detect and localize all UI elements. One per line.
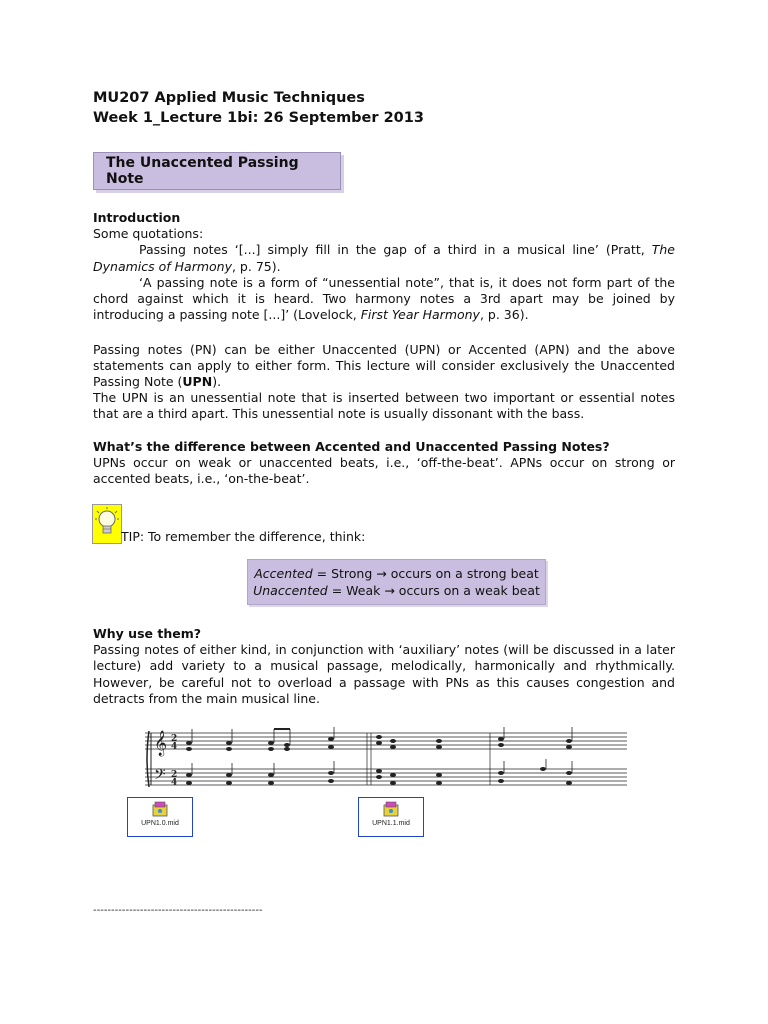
time-sig-bottom-bass: 4 <box>171 778 178 788</box>
tip-box <box>247 559 546 605</box>
midi-filename: UPN1.1.mid <box>372 820 410 827</box>
time-sig-top: 2 <box>171 734 178 744</box>
course-title: MU207 Applied Music Techniques <box>93 90 365 106</box>
tip-text: TIP: To remember the difference, think: <box>121 529 366 544</box>
midi-filename: UPN1.0.mid <box>141 820 179 827</box>
time-sig-bottom: 4 <box>171 742 178 752</box>
intro-lead: Some quotations: <box>93 226 204 242</box>
intro-section <box>93 210 675 323</box>
intro-heading: Introduction <box>93 210 181 225</box>
lightbulb-icon <box>92 504 122 544</box>
tip-line-accented: Accented = Strong → occurs on a strong beat <box>254 566 539 581</box>
difference-body: UPNs occur on weak or unaccented beats, i.e., ‘off-the-beat’. APNs occur on strong or accented beats, i.e., ‘on-the-beat’. <box>93 455 675 487</box>
footnote-rule: ----------------------------------------------- <box>93 905 263 916</box>
paragraph-pn-forms: Passing notes (PN) can be either Unaccented (UPN) or Accented (APN) and the above statements can apply to either form. This lecture will consider exclusively the Unaccented Passing Note (UPN). <box>93 342 675 390</box>
why-section <box>93 626 675 707</box>
midi-file-icon <box>152 801 168 817</box>
svg-text:𝄞: 𝄞 <box>154 731 168 756</box>
paragraph-upn-definition: The UPN is an unessential note that is inserted between two important or essential notes that are a third apart. This unessential note is usually dissonant with the bass. <box>93 390 675 422</box>
svg-text:𝄢: 𝄢 <box>154 766 166 787</box>
section-title-box <box>93 152 341 190</box>
midi-attachment[interactable] <box>127 797 193 837</box>
difference-section <box>93 439 675 488</box>
why-heading: Why use them? <box>93 626 201 641</box>
difference-heading: What’s the difference between Accented and Unaccented Passing Notes? <box>93 439 610 454</box>
why-body: Passing notes of either kind, in conjunction with ‘auxiliary’ notes (will be discussed in a later lecture) add variety to a musical passage, melodically, harmonically and rhythmically. However, be careful not to overload a passage with PNs as this causes congestion and detracts from the main musical line. <box>93 642 675 706</box>
quote-lovelock: ‘A passing note is a form of “unessential note”, that is, it does not form part of the chord against which it is heard. Two harmony notes a 3rd apart may be joined by introducing a passing note [...]’ (Lovelock, First Year Harmony, p. 36). <box>93 274 675 323</box>
section-title: The Unaccented Passing Note <box>106 155 299 187</box>
midi-attachment[interactable] <box>358 797 424 837</box>
quote-pratt: Passing notes ‘[...] simply fill in the gap of a third in a musical line’ (Pratt, The Dynamics of Harmony, p. 75). <box>93 242 675 274</box>
lecture-title: Week 1_Lecture 1bi: 26 September 2013 <box>93 110 424 126</box>
time-sig-top-bass: 2 <box>171 770 178 780</box>
music-score <box>145 725 627 798</box>
midi-file-icon <box>383 801 399 817</box>
tip-line-unaccented: Unaccented = Weak → occurs on a weak beat <box>253 583 540 598</box>
